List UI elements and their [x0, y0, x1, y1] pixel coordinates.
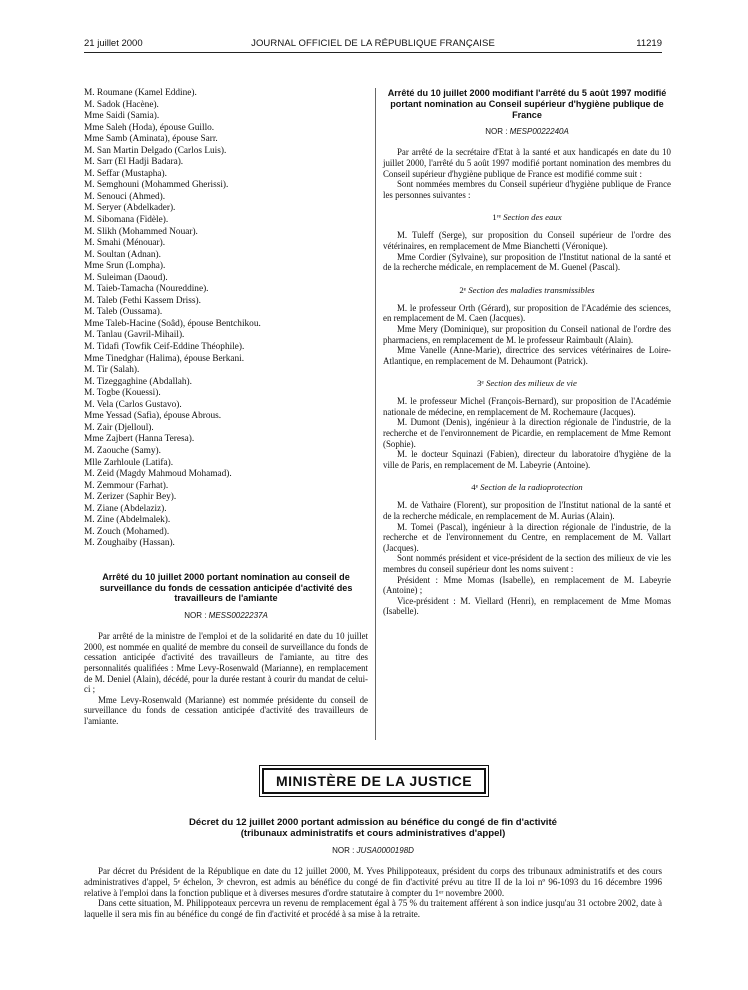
- list-item: M. Taleb (Fethi Kassem Driss).: [84, 295, 201, 306]
- column-divider: [375, 88, 376, 740]
- list-item: M. Vela (Carlos Gustavo).: [84, 399, 182, 410]
- list-item: M. Taleb (Oussama).: [84, 307, 163, 318]
- section-title: Section des maladies transmissibles: [468, 284, 595, 295]
- section-title: Section des milieux de vie: [485, 378, 577, 389]
- list-item: Mlle Zarhloule (Latifa).: [84, 457, 174, 468]
- list-item: M. Zair (Djelloul).: [84, 422, 154, 433]
- section-number: 2ᵉ: [459, 284, 467, 295]
- paragraph: Par arrêté de la ministre de l'emploi et de la solidarité en date du 10 juillet 2000, est nommée en qualité de membre du conseil de surveillance du fonds de cessation anticipée d'activité des travailleurs de l'amiante, au titre des personnalités qualifiées : Mme Levy-Rosenwald (Marianne), en remplacement de M. Deniel (Alain), décédé, pour la durée restant à courir du mandat de celui-ci ;: [84, 631, 368, 695]
- paragraph: Président : Mme Momas (Isabelle), en remplacement de M. Labeyrie (Antoine) ;: [383, 574, 671, 596]
- paragraph: Mme Levy-Rosenwald (Marianne) est nommée présidente du conseil de surveillance du fonds de cessation anticipée d'activité des travailleurs de l'amiante.: [84, 694, 368, 727]
- paragraph: M. Tomei (Pascal), ingénieur à la direction régionale de l'industrie, de la recherche et de l'environnement du Centre, en remplacement de M. Vallart (Jacques).: [383, 521, 671, 553]
- list-item: Mme Taleb-Hacine (Soâd), épouse Bentchikou.: [84, 318, 261, 329]
- paragraph: M. le docteur Squinazi (Fabien), directeur du laboratoire d'hygiène de la ville de Paris, en remplacement de M. Labeyrie (Antoine).: [383, 449, 671, 470]
- paragraph: M. le professeur Orth (Gérard), sur proposition de l'Académie des sciences, en remplacement de M. Caen (Jacques).: [383, 302, 671, 324]
- list-item: M. Ziane (Abdelaziz).: [84, 503, 167, 514]
- ministry-banner-wrap: [0, 768, 748, 794]
- nor-amiante: [84, 611, 368, 620]
- section-title: Section de la radioprotection: [480, 482, 583, 493]
- paragraph: Sont nommées membres du Conseil supérieur d'hygiène publique de France les personnes suivantes :: [383, 179, 671, 200]
- list-item: M. Sibomana (Fidèle).: [84, 215, 169, 226]
- section-title: Section des eaux: [503, 212, 562, 223]
- paragraph: Mme Vanelle (Anne-Marie), directrice des services vétérinaires de Loire-Atlantique, en remplacement de M. Dehaumont (Patrick).: [383, 345, 671, 366]
- paragraph: Mme Cordier (Sylvaine), sur proposition de l'Institut national de la santé et de la recherche médicale, en remplacement de M. Guenel (Pascal).: [383, 251, 671, 273]
- list-item: M. Tir (Salah).: [84, 365, 140, 376]
- paragraph: Vice-président : M. Viellard (Henri), en remplacement de Mme Momas (Isabelle).: [383, 595, 671, 617]
- list-item: M. Zeid (Magdy Mahmoud Mohamad).: [84, 469, 232, 480]
- list-item: M. Seffar (Mustapha).: [84, 168, 167, 179]
- list-item: M. Sadok (Hacène).: [84, 99, 159, 110]
- paragraph: M. de Vathaire (Florent), sur proposition de l'Institut national de la santé et de la recherche médicale, en remplacement de M. Aurias (Alain).: [383, 500, 671, 522]
- right-column: [383, 88, 671, 617]
- article-title-hygiene: Arrêté du 10 juillet 2000 modifiant l'arrêté du 5 août 1997 modifié portant nomination au Conseil supérieur d'hygiène publique de France: [387, 88, 667, 120]
- decree-subtitle: (tribunaux administratifs et cours administratives d'appel): [240, 828, 506, 839]
- list-item: M. Semghouni (Mohammed Gherissi).: [84, 180, 229, 191]
- list-item: M. Seryer (Abdelkader).: [84, 203, 176, 214]
- list-item: M. Zaouche (Samy).: [84, 445, 161, 456]
- section-number: 3ᵉ: [477, 378, 484, 389]
- paragraph: Par arrêté de la secrétaire d'Etat à la santé et aux handicapés en date du 10 juillet 2000, l'arrêté du 5 août 1997 modifié portant nomination des membres du Conseil supérieur d'hygiène publique de France est modifié comme suit :: [383, 147, 671, 179]
- nor-decree: [84, 846, 662, 855]
- list-item: M. Zerizer (Saphir Bey).: [84, 492, 177, 503]
- nor-label: NOR :: [184, 611, 207, 621]
- section-heading: [383, 212, 671, 222]
- paragraph: Dans cette situation, M. Philippoteaux percevra un revenu de remplacement égal à 75 % du traitement afférent à son indice jusqu'au 31 octobre 2002, date à laquelle il sera mis fin au bénéfice du congé de fin d'activité et procédé à sa mise à la retraite.: [84, 898, 662, 920]
- nor-label: NOR :: [485, 127, 508, 137]
- list-item: Mme Yessad (Safia), épouse Abrous.: [84, 411, 222, 422]
- list-item: M. Zoughaiby (Hassan).: [84, 538, 175, 549]
- section-heading: [383, 482, 671, 492]
- ministry-banner: MINISTÈRE DE LA JUSTICE: [262, 768, 486, 794]
- list-item: M. Tizeggaghine (Abdallah).: [84, 376, 192, 387]
- names-list: [84, 88, 368, 550]
- list-item: M. Senouci (Ahmed).: [84, 191, 166, 202]
- list-item: M. Suleiman (Daoud).: [84, 272, 168, 283]
- paragraph: M. Tuleff (Serge), sur proposition du Conseil supérieur de l'ordre des vétérinaires, en remplacement de Mme Bianchetti (Véronique).: [383, 230, 671, 251]
- list-item: M. San Martin Delgado (Carlos Luis).: [84, 145, 227, 156]
- list-item: M. Tidafi (Towfik Ceif-Eddine Théophile).: [84, 342, 245, 353]
- decree-article: [84, 817, 662, 920]
- journal-title: JOURNAL OFFICIEL DE LA RÉPUBLIQUE FRANÇAISE: [251, 38, 495, 49]
- left-column: [84, 88, 368, 727]
- paragraph: Sont nommés président et vice-président de la section des milieux de vie les membres du conseil supérieur dont les noms suivent :: [383, 553, 671, 575]
- section-heading: [383, 378, 671, 388]
- article-title-amiante: Arrêté du 10 juillet 2000 portant nomination au conseil de surveillance du fonds de cessation anticipée d'activité des travailleurs de l'amiante: [99, 571, 353, 604]
- nor-hygiene: [383, 127, 671, 136]
- list-item: M. Zouch (Mohamed).: [84, 526, 170, 537]
- list-item: Mme Zajbert (Hanna Teresa).: [84, 434, 195, 445]
- decree-title: Décret du 12 juillet 2000 portant admission au bénéfice du congé de fin d'activité: [188, 817, 557, 828]
- list-item: Mme Srun (Lompha).: [84, 261, 166, 272]
- section-number: 1ʳᵉ: [492, 212, 501, 223]
- list-item: M. Roumane (Kamel Eddine).: [84, 88, 197, 98]
- list-item: Mme Samb (Aminata), épouse Sarr.: [84, 134, 218, 145]
- nor-code: JUSA0000198D: [356, 846, 414, 855]
- list-item: M. Zemmour (Farhat).: [84, 480, 169, 491]
- list-item: M. Taieb-Tamacha (Noureddine).: [84, 284, 209, 295]
- list-item: M. Sarr (El Hadji Badara).: [84, 157, 184, 168]
- nor-code: MESS0022237A: [208, 611, 268, 621]
- list-item: M. Soultan (Adnan).: [84, 249, 161, 260]
- list-item: Mme Saleh (Hoda), épouse Guillo.: [84, 122, 215, 133]
- nor-code: MESP0022240A: [509, 127, 569, 137]
- header-rule: [84, 52, 662, 53]
- list-item: M. Zine (Abdelmalek).: [84, 515, 171, 526]
- paragraph: M. Dumont (Denis), ingénieur à la direction régionale de l'industrie, de la recherche et de l'environnement de Picardie, en remplacement de Mme Remont (Sophie).: [383, 417, 671, 449]
- paragraph: Par décret du Président de la République en date du 12 juillet 2000, M. Yves Philippoteaux, président du corps des tribunaux administratifs et des cours administratives d'appel, 5ᵉ échelon, 3ᵉ chevron, est admis au bénéfice du congé de fin d'activité prévu au titre II de la loi nº 96-1093 du 16 décembre 1996 relative à l'emploi dans la fonction publique et à diverses mesures d'ordre statutaire à compter du 1ᵉʳ novembre 2000.: [84, 866, 662, 898]
- list-item: Mme Tinedghar (Halima), épouse Berkani.: [84, 353, 245, 364]
- list-item: M. Togbe (Kouessi).: [84, 388, 161, 399]
- page-number: 11219: [636, 38, 662, 49]
- list-item: M. Tanlau (Gavril-Mihail).: [84, 330, 185, 341]
- paragraph: M. le professeur Michel (François-Bernard), sur proposition de l'Académie nationale de médecine, en remplacement de M. Rochemaure (Jacques).: [383, 396, 671, 417]
- list-item: M. Slikh (Mohammed Nouar).: [84, 226, 198, 237]
- header-date: 21 juillet 2000: [84, 38, 143, 49]
- list-item: Mme Saidi (Samia).: [84, 111, 160, 122]
- section-number: 4ᵉ: [471, 482, 478, 493]
- section-heading: [383, 285, 671, 295]
- list-item: M. Smahi (Ménouar).: [84, 238, 166, 249]
- nor-label: NOR :: [332, 846, 355, 855]
- page-header: [84, 38, 662, 52]
- paragraph: Mme Mery (Dominique), sur proposition du Conseil national de l'ordre des pharmaciens, en remplacement de M. le professeur Raimbault (Alain).: [383, 323, 671, 345]
